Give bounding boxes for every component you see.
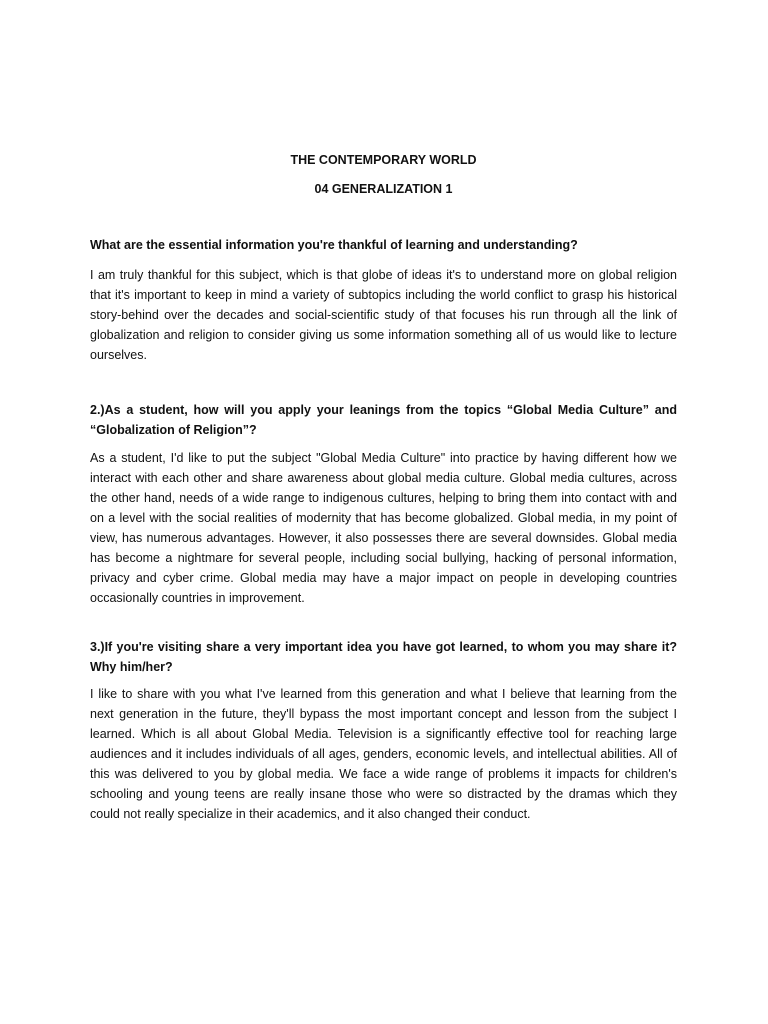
- answer-1: I am truly thankful for this subject, which is that globe of ideas it's to understand more on global religion that it's important to keep in mind a variety of subtopics including the world conflict to grasp his historical story-behind over the decades and social-scientific study of that focuses his run through all the link of globalization and religion to consider giving us some information something all of us would like to lecture ourselves.: [90, 268, 677, 362]
- answer-2: As a student, I'd like to put the subject "Global Media Culture" into practice by having different how we interact with each other and share awareness about global media culture. Global media cultures, across the other hand, needs of a wide range to indigenous cultures, helping to bring them into contact with and on a level with the social realities of modernity that has become globalized. Global media, in my point of view, has numerous advantages. However, it also possesses there are several downsides. Global media has become a nightmare for several people, including social bullying, hacking of personal information, privacy and cyber crime. Global media may have a major impact on people in developing countries occasionally countries in improvement.: [90, 451, 677, 605]
- document-title: THE CONTEMPORARY WORLD: [290, 153, 477, 167]
- question-1: What are the essential information you're thankful of learning and understanding?: [90, 238, 578, 252]
- answer-3: I like to share with you what I've learned from this generation and what I believe that learning from the next generation in the future, they'll bypass the most important concept and lesson from the subject I learned. Which is all about Global Media. Television is a significantly effective tool for reaching large audiences and it includes individuals of all ages, genders, economic levels, and intellectual abilities. All of this was delivered to you by global media. We face a wide range of problems it impacts for children's schooling and young teens are really insane those who were so distracted by the dramas which they could not really specialize in their academics, and it also changed their conduct.: [90, 687, 677, 821]
- document-page: [90, 0, 677, 1024]
- question-2: 2.)As a student, how will you apply your leanings from the topics “Global Media Culture” and “Globalization of Religion”?: [90, 403, 677, 437]
- document-subtitle: 04 GENERALIZATION 1: [314, 182, 453, 196]
- question-3: 3.)If you're visiting share a very important idea you have got learned, to whom you may share it? Why him/her?: [90, 640, 677, 674]
